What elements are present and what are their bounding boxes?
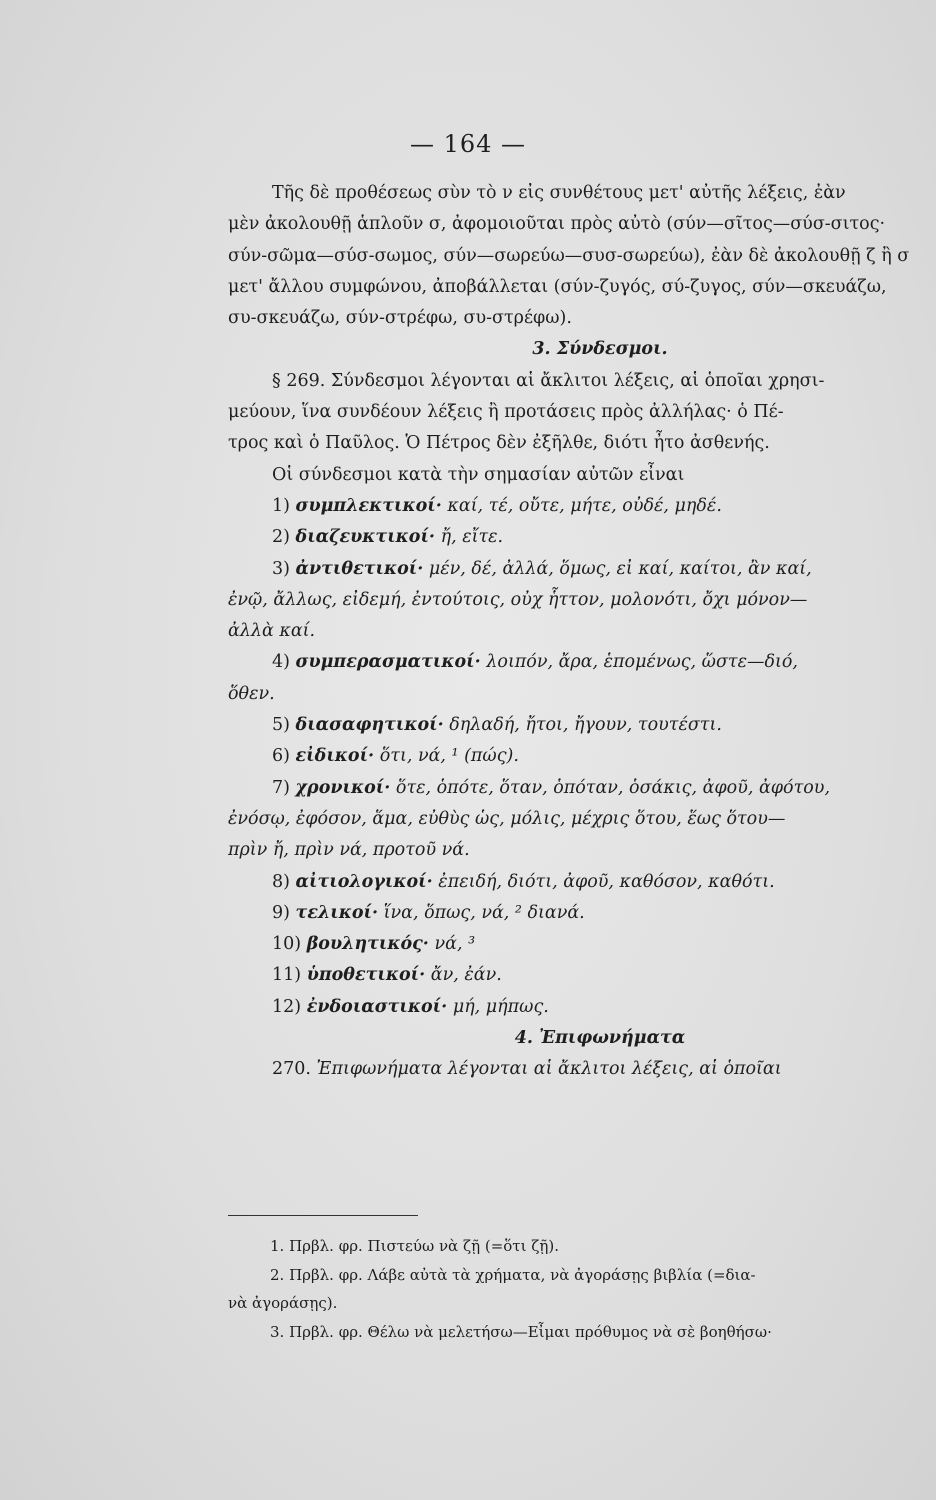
item-term: συμπερασματικοί· bbox=[295, 652, 481, 673]
item-text: μή, μήπως. bbox=[452, 996, 549, 1017]
item-number: 3) bbox=[272, 558, 290, 579]
item-text: ὅτι, νά, ¹ (πώς). bbox=[379, 746, 519, 767]
item-term: αἰτιολογικοί· bbox=[295, 871, 433, 892]
footnote: 1. Πρβλ. φρ. Πιστεύω νὰ ζῇ (=ὅτι ζῇ). bbox=[270, 1237, 559, 1255]
item-continuation: ἐνόσῳ, ἐφόσον, ἅμα, εὐθὺς ὡς, μόλις, μέχρις ὅτου, ἕως ὅτου— bbox=[228, 808, 786, 829]
item-continuation: ὅθεν. bbox=[228, 683, 275, 704]
item-term: ἀντιθετικοί· bbox=[295, 558, 424, 579]
paragraph-269 bbox=[228, 366, 932, 460]
item-term: διαζευκτικοί· bbox=[295, 527, 436, 548]
list-item bbox=[228, 710, 932, 741]
item-term: διασαφητικοί· bbox=[295, 715, 444, 736]
item-text: καί, τέ, οὔτε, μήτε, οὐδέ, μηδέ. bbox=[447, 495, 722, 516]
item-number: 9) bbox=[272, 902, 290, 923]
intro-line: Τῆς δὲ προθέσεως σὺν τὸ ν εἰς συνθέτους μετ' αὐτῆς λέξεις, ἐὰν bbox=[272, 183, 846, 203]
item-number: 5) bbox=[272, 715, 290, 736]
paragraph-line: Ἐπιφωνήματα λέγονται αἱ ἄκλιτοι λέξεις, αἱ ὁποῖαι bbox=[316, 1059, 782, 1080]
paragraph-line: τρος καὶ ὁ Παῦλος. Ὁ Πέτρος δὲν ἐξῆλθε, διότι ἦτο ἀσθενής. bbox=[228, 433, 770, 454]
item-text: ἤ, εἴτε. bbox=[440, 527, 504, 548]
item-text: ἵνα, ὅπως, νά, ² διανά. bbox=[383, 902, 585, 923]
list-item bbox=[228, 773, 932, 867]
footnotes bbox=[228, 1215, 932, 1346]
item-number: 7) bbox=[272, 777, 290, 798]
footnote: 3. Πρβλ. φρ. Θέλω νὰ μελετήσω—Εἶμαι πρόθυμος νὰ σὲ βοηθήσω· bbox=[270, 1322, 772, 1341]
item-number: 4) bbox=[272, 652, 290, 673]
item-text: μέν, δέ, ἀλλά, ὅμως, εἰ καί, καίτοι, ἂν καί, bbox=[428, 558, 812, 579]
item-text: ἄν, ἐάν. bbox=[430, 965, 502, 986]
item-text: ὅτε, ὁπότε, ὅταν, ὁπόταν, ὁσάκις, ἀφοῦ, ἀφότου, bbox=[395, 777, 831, 798]
footnote-rule bbox=[228, 1215, 418, 1216]
list-item bbox=[228, 992, 932, 1023]
list-item bbox=[228, 960, 932, 991]
section-heading-syndesmoi: 3. Σύνδεσμοι. bbox=[532, 339, 668, 360]
conjunction-list bbox=[228, 491, 932, 1023]
paragraph-270 bbox=[228, 1054, 932, 1085]
footnote: 2. Πρβλ. φρ. Λάβε αὐτὰ τὰ χρήματα, νὰ ἀγοράσῃς βιβλία (=δια- bbox=[270, 1265, 756, 1284]
body-text bbox=[228, 178, 932, 1086]
item-continuation: ἐνῷ, ἄλλως, εἰδεμή, ἐντούτοις, οὐχ ἧττον, μολονότι, ὄχι μόνον— bbox=[228, 589, 808, 610]
list-item bbox=[228, 491, 932, 522]
list-item bbox=[228, 741, 932, 772]
list-item bbox=[228, 898, 932, 929]
item-text: ἐπειδή, διότι, ἀφοῦ, καθόσον, καθότι. bbox=[438, 871, 775, 892]
item-term: χρονικοί· bbox=[295, 777, 391, 798]
paragraph-number: § 269. bbox=[272, 370, 326, 391]
item-text: λοιπόν, ἄρα, ἑπομένως, ὥστε—διό, bbox=[486, 652, 798, 673]
item-term: συμπλεκτικοί· bbox=[295, 495, 442, 516]
item-number: 6) bbox=[272, 746, 290, 767]
list-item bbox=[228, 929, 932, 960]
list-item bbox=[228, 647, 932, 710]
list-item bbox=[228, 522, 932, 553]
paragraph-line: μεύουν, ἵνα συνδέουν λέξεις ἢ προτάσεις πρὸς ἀλλήλας· ὁ Πέ- bbox=[228, 402, 784, 423]
item-term: τελικοί· bbox=[295, 902, 379, 923]
list-item bbox=[228, 554, 932, 648]
item-number: 10) bbox=[272, 934, 302, 955]
item-number: 12) bbox=[272, 996, 302, 1017]
item-term: βουλητικός· bbox=[306, 934, 429, 955]
section-heading-epiphonimata: 4. Ἐπιφωνήματα bbox=[514, 1028, 686, 1049]
classification-intro: Οἱ σύνδεσμοι κατὰ τὴν σημασίαν αὐτῶν εἶναι bbox=[272, 464, 685, 485]
item-number: 8) bbox=[272, 871, 290, 892]
list-item bbox=[228, 867, 932, 898]
footnote-continuation: νὰ ἀγοράσῃς). bbox=[228, 1294, 338, 1312]
item-term: ὑποθετικοί· bbox=[306, 965, 426, 986]
intro-line: μετ' ἄλλου συμφώνου, ἀποβάλλεται (σύν-ζυγός, σύ-ζυγος, σύν—σκευάζω, bbox=[228, 276, 887, 297]
item-text: δηλαδή, ἤτοι, ἤγουν, τουτέστι. bbox=[449, 715, 722, 736]
intro-line: μὲν ἀκολουθῇ ἁπλοῦν σ, ἀφομοιοῦται πρὸς αὐτὸ (σύν—σῖτος—σύσ-σιτος· bbox=[228, 214, 886, 235]
intro-paragraph bbox=[228, 178, 932, 334]
item-number: 2) bbox=[272, 527, 290, 548]
paragraph-number: 270. bbox=[272, 1059, 311, 1080]
page-number: — 164 — bbox=[409, 130, 527, 158]
item-continuation: πρὶν ἤ, πρὶν νά, προτοῦ νά. bbox=[228, 840, 470, 861]
item-number: 1) bbox=[272, 495, 290, 516]
item-term: εἰδικοί· bbox=[295, 746, 375, 767]
intro-line: σύν-σῶμα—σύσ-σωμος, σύν—σωρεύω—συσ-σωρεύω), ἐὰν δὲ ἀκολουθῇ ζ ἢ σ bbox=[228, 245, 910, 266]
intro-line: συ-σκευάζω, σύν-στρέφω, συ-στρέφω). bbox=[228, 308, 572, 329]
item-continuation: ἀλλὰ καί. bbox=[228, 621, 316, 642]
paragraph-line: Σύνδεσμοι λέγονται αἱ ἄκλιτοι λέξεις, αἱ ὁποῖαι χρησι- bbox=[330, 370, 825, 391]
item-number: 11) bbox=[272, 965, 302, 986]
item-text: νά, ³ bbox=[434, 934, 476, 955]
item-term: ἐνδοιαστικοί· bbox=[306, 996, 448, 1017]
